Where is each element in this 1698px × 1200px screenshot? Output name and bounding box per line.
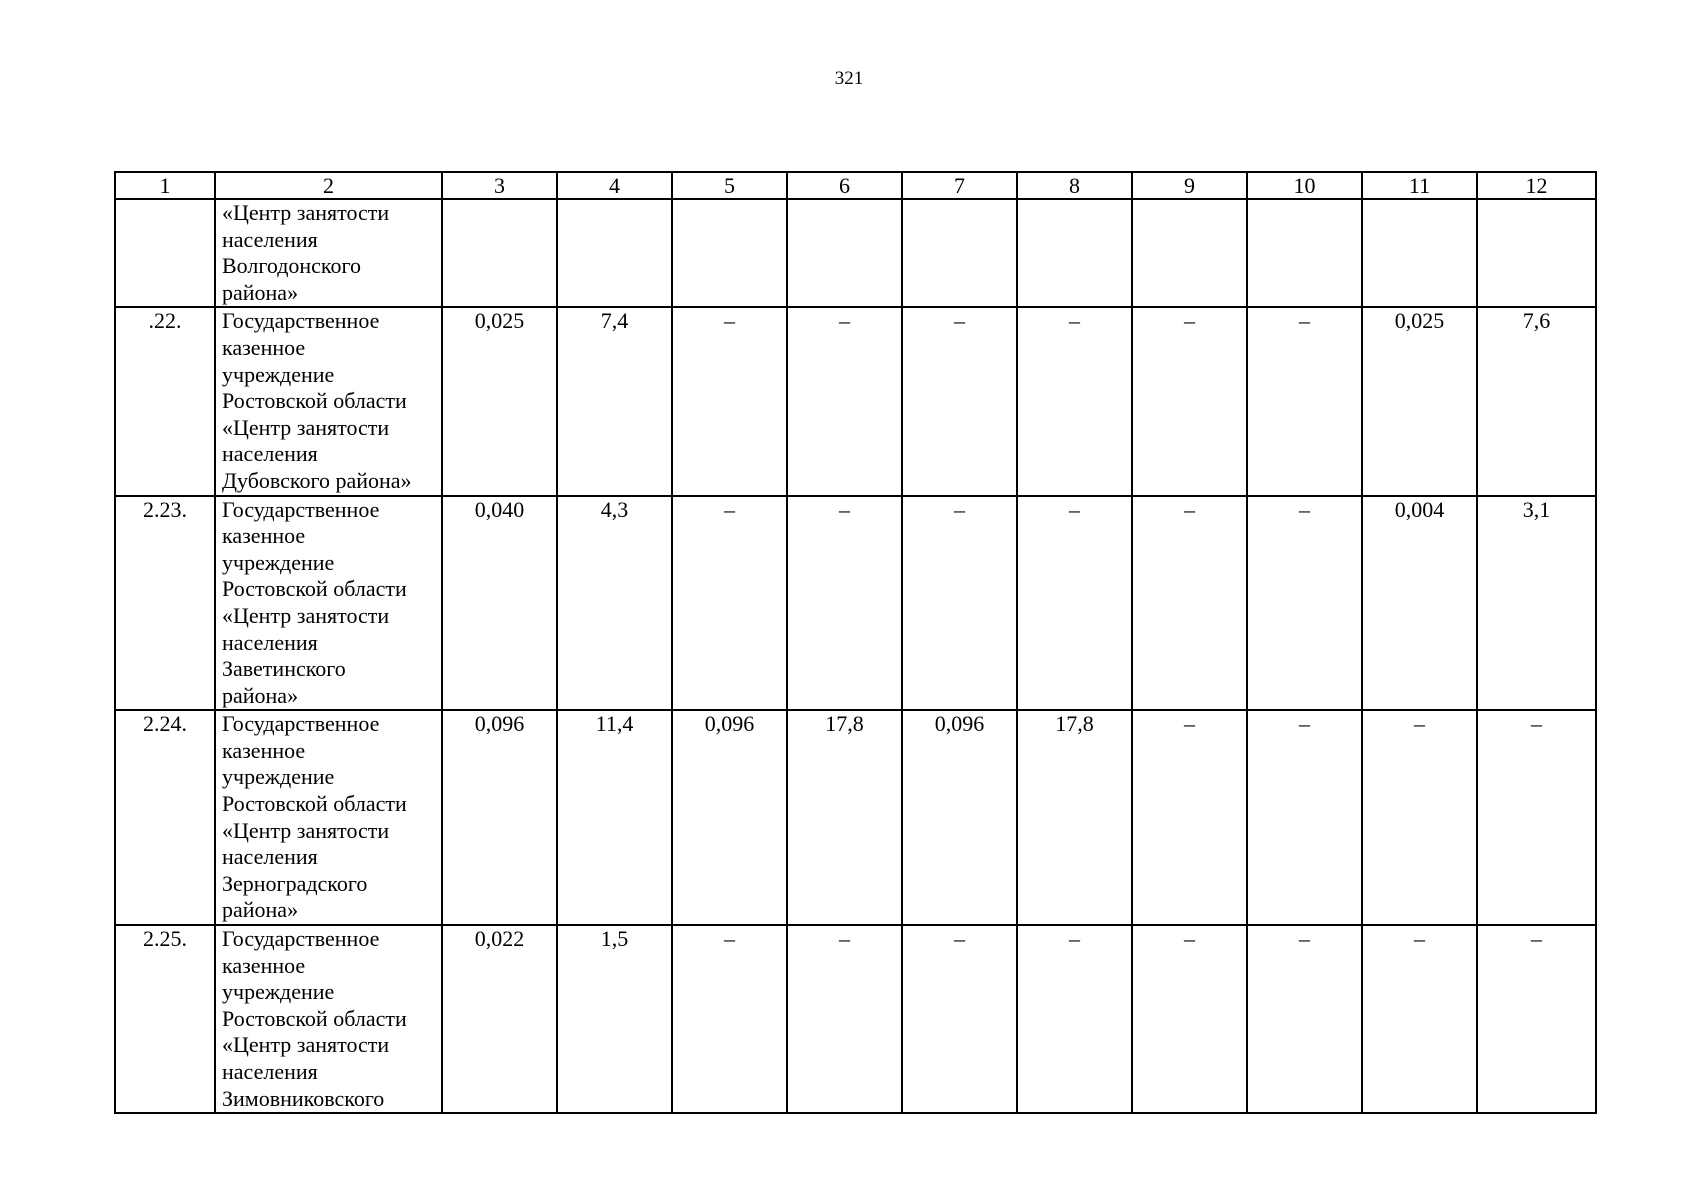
column-header: 10 <box>1247 172 1362 199</box>
institution-name-cell: Государственное казенное учреждение Ростовской области «Центр занятости населения Заветинского района» <box>215 496 442 711</box>
table-row <box>115 307 1596 495</box>
table-row <box>115 199 1596 307</box>
value-cell <box>442 199 557 307</box>
value-cell: – <box>902 925 1017 1113</box>
value-cell: – <box>787 307 902 495</box>
table-row <box>115 925 1596 1113</box>
table-row <box>115 710 1596 925</box>
value-cell: – <box>1132 925 1247 1113</box>
header-row <box>115 172 1596 199</box>
value-cell: 7,4 <box>557 307 672 495</box>
value-cell: – <box>1247 307 1362 495</box>
value-cell: – <box>787 496 902 711</box>
value-cell: 17,8 <box>787 710 902 925</box>
value-cell: 1,5 <box>557 925 672 1113</box>
column-header: 7 <box>902 172 1017 199</box>
value-cell <box>1247 199 1362 307</box>
column-header: 1 <box>115 172 215 199</box>
value-cell <box>787 199 902 307</box>
value-cell: – <box>902 496 1017 711</box>
row-number-cell: 2.23. <box>115 496 215 711</box>
value-cell <box>1362 199 1477 307</box>
column-header: 12 <box>1477 172 1596 199</box>
column-header: 3 <box>442 172 557 199</box>
value-cell: – <box>1362 710 1477 925</box>
column-header: 4 <box>557 172 672 199</box>
value-cell: 0,096 <box>442 710 557 925</box>
row-number-cell <box>115 199 215 307</box>
value-cell: 0,096 <box>672 710 787 925</box>
value-cell: 7,6 <box>1477 307 1596 495</box>
row-number-cell: .22. <box>115 307 215 495</box>
value-cell <box>1017 199 1132 307</box>
value-cell: – <box>1132 307 1247 495</box>
value-cell: – <box>902 307 1017 495</box>
value-cell <box>902 199 1017 307</box>
value-cell <box>1132 199 1247 307</box>
value-cell: 4,3 <box>557 496 672 711</box>
value-cell: – <box>1477 710 1596 925</box>
value-cell: – <box>1017 307 1132 495</box>
data-table <box>114 171 1597 1114</box>
value-cell <box>672 199 787 307</box>
value-cell: – <box>1247 710 1362 925</box>
value-cell: – <box>1247 925 1362 1113</box>
value-cell: – <box>672 496 787 711</box>
value-cell: – <box>1017 496 1132 711</box>
column-header: 6 <box>787 172 902 199</box>
page-number: 321 <box>834 68 864 89</box>
column-header: 2 <box>215 172 442 199</box>
value-cell: 3,1 <box>1477 496 1596 711</box>
value-cell <box>1477 199 1596 307</box>
value-cell: 0,040 <box>442 496 557 711</box>
value-cell: – <box>1132 710 1247 925</box>
value-cell: 17,8 <box>1017 710 1132 925</box>
value-cell: 0,025 <box>1362 307 1477 495</box>
row-number-cell: 2.25. <box>115 925 215 1113</box>
table-row <box>115 496 1596 711</box>
value-cell: – <box>1362 925 1477 1113</box>
value-cell: 11,4 <box>557 710 672 925</box>
value-cell: 0,025 <box>442 307 557 495</box>
value-cell: – <box>1017 925 1132 1113</box>
value-cell: 0,096 <box>902 710 1017 925</box>
column-header: 5 <box>672 172 787 199</box>
institution-name-cell: Государственное казенное учреждение Ростовской области «Центр занятости населения Зерноградского района» <box>215 710 442 925</box>
value-cell: – <box>1247 496 1362 711</box>
value-cell: – <box>787 925 902 1113</box>
value-cell: – <box>1477 925 1596 1113</box>
value-cell: – <box>672 307 787 495</box>
institution-name-cell: «Центр занятости населения Волгодонского района» <box>215 199 442 307</box>
column-header: 8 <box>1017 172 1132 199</box>
institution-name-cell: Государственное казенное учреждение Ростовской области «Центр занятости населения Зимовниковского <box>215 925 442 1113</box>
value-cell: 0,022 <box>442 925 557 1113</box>
value-cell <box>557 199 672 307</box>
institution-name-cell: Государственное казенное учреждение Ростовской области «Центр занятости населения Дубовского района» <box>215 307 442 495</box>
value-cell: 0,004 <box>1362 496 1477 711</box>
column-header: 9 <box>1132 172 1247 199</box>
value-cell: – <box>1132 496 1247 711</box>
row-number-cell: 2.24. <box>115 710 215 925</box>
column-header: 11 <box>1362 172 1477 199</box>
value-cell: – <box>672 925 787 1113</box>
